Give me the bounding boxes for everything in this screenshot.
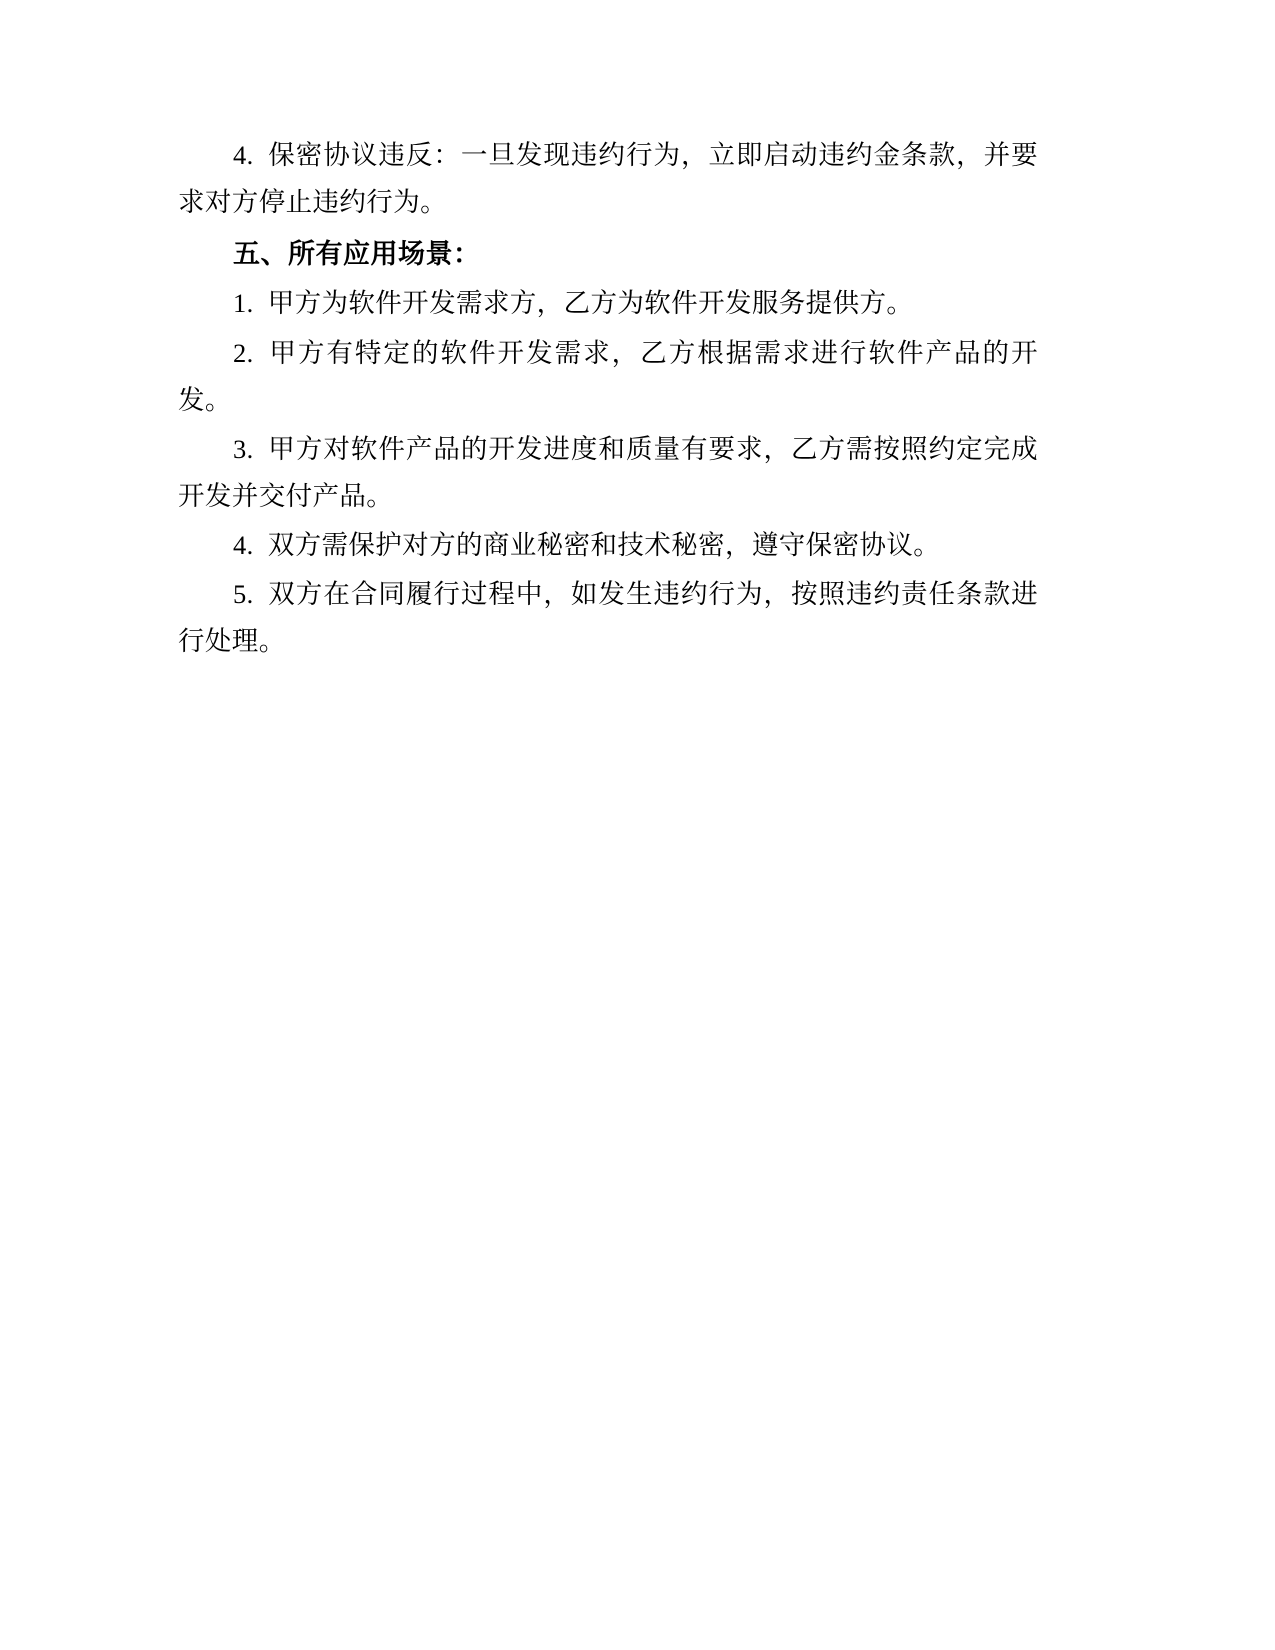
paragraph-text: 保密协议违反：一旦发现违约行为，立即启动违约金条款，并要求对方停止违约行为。 xyxy=(178,140,1038,218)
list-number: 2. xyxy=(233,337,254,368)
paragraph-clause-4 xyxy=(178,132,1038,226)
list-number: 3. xyxy=(233,433,254,464)
paragraph-scenario-1 xyxy=(178,280,1038,327)
section-heading-five: 五、所有应用场景： xyxy=(233,239,481,270)
paragraph-scenario-5 xyxy=(178,571,1038,665)
list-number: 5. xyxy=(233,579,254,610)
paragraph-scenario-4 xyxy=(178,522,1038,569)
paragraph-scenario-3 xyxy=(178,426,1038,520)
document-body xyxy=(178,132,1038,668)
list-number: 4. xyxy=(233,530,254,561)
paragraph-text: 双方需保护对方的商业秘密和技术秘密，遵守保密协议。 xyxy=(267,530,941,561)
paragraph-text: 甲方对软件产品的开发进度和质量有要求，乙方需按照约定完成开发并交付产品。 xyxy=(178,433,1038,511)
paragraph-text: 甲方为软件开发需求方，乙方为软件开发服务提供方。 xyxy=(267,288,914,319)
list-number: 1. xyxy=(233,288,254,319)
list-number: 4. xyxy=(233,140,254,170)
paragraph-scenario-2 xyxy=(178,330,1038,424)
paragraph-text: 双方在合同履行过程中，如发生违约行为，按照违约责任条款进行处理。 xyxy=(178,579,1038,657)
paragraph-text: 甲方有特定的软件开发需求，乙方根据需求进行软件产品的开发。 xyxy=(178,337,1038,415)
